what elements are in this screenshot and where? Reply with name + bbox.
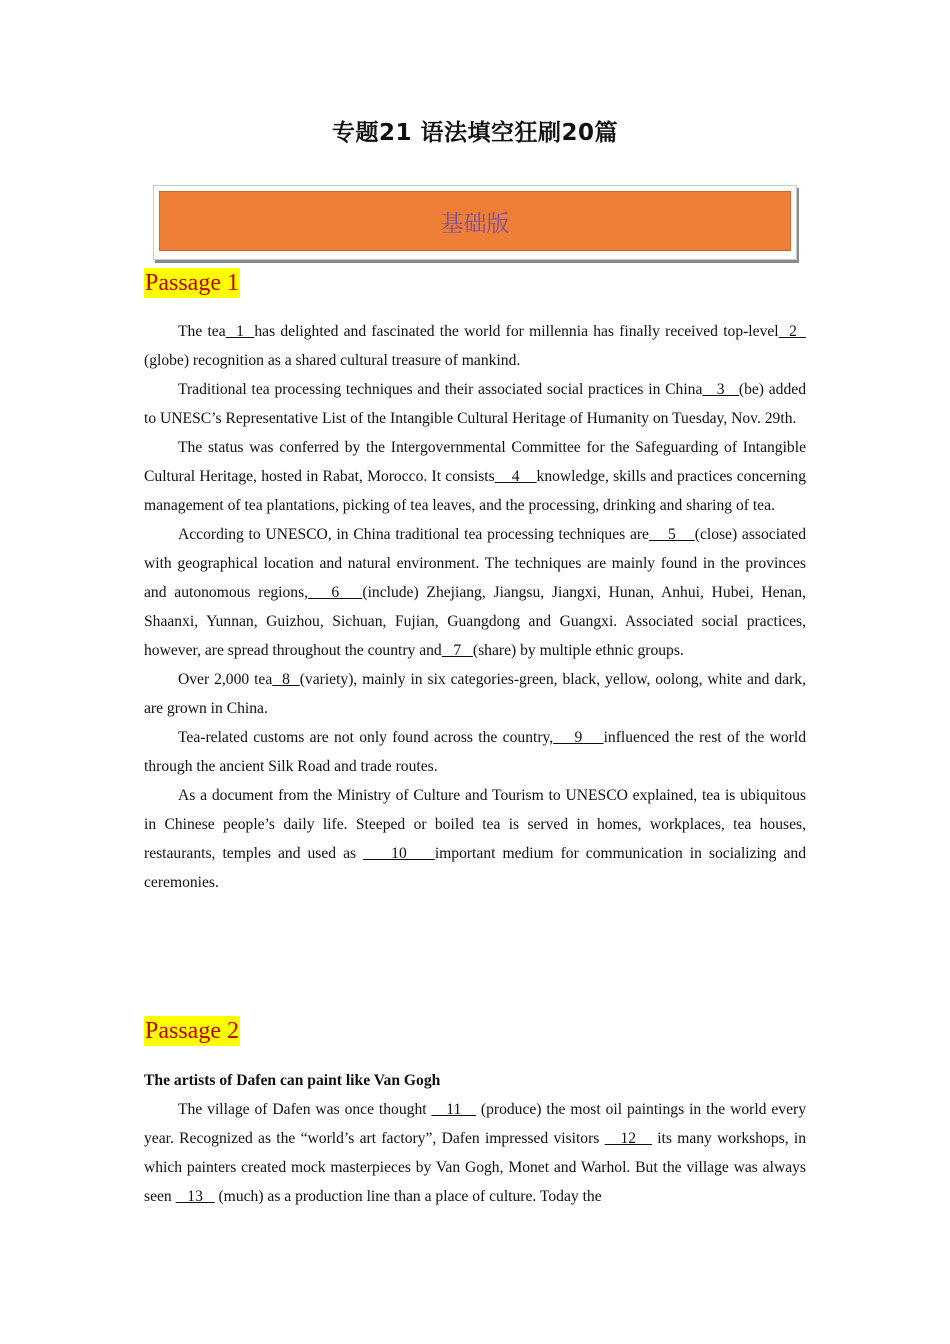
answer-blank[interactable]: 10 — [363, 845, 435, 862]
paragraph-text: its many workshops, in which painters created mock masterpieces by Van Gogh, Monet and Warhol. But the village was always seen — [144, 1130, 807, 1205]
document-title: 专题21 语法填空狂刷20篇 — [331, 120, 619, 146]
paragraph-text: (globe) recognition as a shared cultural treasure of mankind. — [144, 352, 521, 369]
passage-1-paragraph — [144, 317, 806, 375]
answer-blank[interactable]: 9 — [553, 729, 604, 746]
answer-blank[interactable]: 11 — [431, 1101, 476, 1118]
paragraph-text: (variety), mainly in six categories-green, black, yellow, oolong, white and dark, are grown in China. — [144, 671, 806, 717]
passage-2-paragraph — [144, 1095, 806, 1211]
passage-1-body — [144, 317, 806, 897]
answer-blank[interactable]: 12 — [604, 1130, 652, 1147]
level-banner-frame — [153, 185, 797, 260]
paragraph-text: knowledge, skills and practices concerning management of tea plantations, picking of tea leaves, and the processing, drinking and sharing of tea. — [144, 468, 806, 514]
answer-blank[interactable]: 7 — [441, 642, 473, 659]
answer-blank[interactable]: 6 — [308, 584, 363, 601]
paragraph-text: Tea-related customs are not only found across the country, — [178, 729, 554, 746]
answer-blank[interactable]: 1 — [225, 323, 255, 340]
paragraph-text: important medium for communication in socializing and ceremonies. — [144, 845, 807, 891]
passage-1-paragraph — [144, 665, 806, 723]
answer-blank[interactable]: 3 — [702, 381, 739, 398]
paragraph-text: (produce) the most oil paintings in the world every year. Recognized as the “world’s art factory”, Dafen impressed visitors — [144, 1101, 807, 1147]
passage-1-paragraph — [144, 723, 806, 781]
passage-1-paragraph — [144, 433, 806, 520]
paragraph-text: As a document from the Ministry of Culture and Tourism to UNESCO explained, tea is ubiquitous in Chinese people’s daily life. Steeped or boiled tea is served in homes, workplaces, tea houses, restaurants, temples and used as — [144, 787, 806, 862]
passage-1-heading: Passage 1 — [145, 270, 239, 296]
paragraph-text: (be) added to UNESC’s Representative List of the Intangible Cultural Heritage of Humanity on Tuesday, Nov. 29th. — [144, 381, 806, 427]
answer-blank[interactable]: 4 — [494, 468, 537, 485]
paragraph-text: Traditional tea processing techniques and their associated social practices in China — [178, 381, 703, 398]
level-banner: 基础版 — [159, 191, 791, 251]
passage-2-heading: Passage 2 — [145, 1018, 239, 1044]
passage-1-paragraph — [144, 520, 806, 665]
paragraph-text: (include) Zhejiang, Jiangsu, Jiangxi, Hunan, Anhui, Hubei, Henan, Shaanxi, Yunnan, Guizhou, Sichuan, Fujian, Guangdong and Guangxi. Associated social practices, however, are spread throughout the country and — [144, 584, 806, 659]
answer-blank[interactable]: 8 — [272, 671, 300, 688]
paragraph-text: The tea — [178, 323, 226, 340]
paragraph-text: The village of Dafen was once thought — [178, 1101, 432, 1118]
paragraph-text: (much) as a production line than a place of culture. Today the — [214, 1188, 602, 1205]
passage-2-body — [144, 1066, 806, 1211]
passage-2-subtitle: The artists of Dafen can paint like Van Gogh — [144, 1072, 441, 1089]
paragraph-text: According to UNESCO, in China traditional tea processing techniques are — [178, 526, 649, 543]
paragraph-text: Over 2,000 tea — [178, 671, 273, 688]
paragraph-text: influenced the rest of the world through the ancient Silk Road and trade routes. — [144, 729, 807, 775]
passage-1-paragraph — [144, 781, 806, 897]
paragraph-text: (close) associated with geographical location and natural environment. The techniques are mainly found in the provinces and autonomous regions, — [144, 526, 807, 601]
answer-blank[interactable]: 5 — [648, 526, 695, 543]
answer-blank[interactable]: 2 — [778, 323, 806, 340]
paragraph-text: The status was conferred by the Intergovernmental Committee for the Safeguarding of Intangible Cultural Heritage, hosted in Rabat, Morocco. It consists — [144, 439, 806, 485]
paragraph-text: has delighted and fascinated the world for millennia has finally received top-level — [254, 323, 779, 340]
answer-blank[interactable]: 13 — [175, 1188, 215, 1205]
passage-1-paragraph — [144, 375, 806, 433]
paragraph-text: (share) by multiple ethnic groups. — [472, 642, 684, 659]
